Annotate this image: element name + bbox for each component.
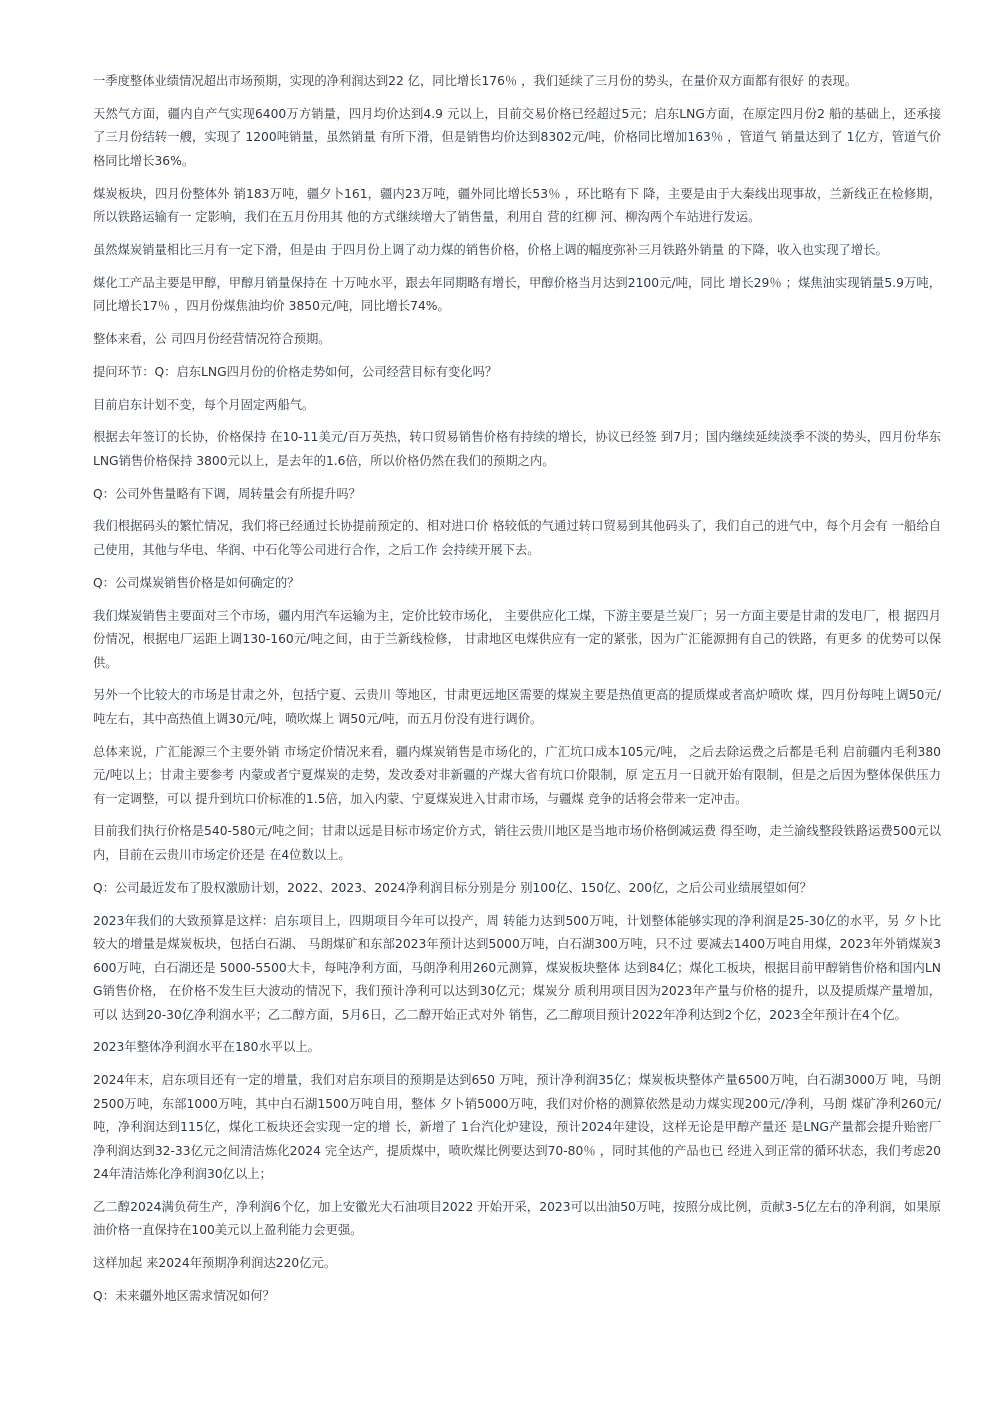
answer-2024-outlook: 2024年末，启东项目还有一定的增量，我们对启东项目的预期是达到650 万吨，预计净利润35亿；煤炭板块整体产量6500万吨，白石湖3000万 吨，马朗2500万吨，东部1000万吨，其中白石湖1500万吨自用，整体 夕卜销5000万吨，我们对价格的测算依然是动力煤实现200元/净利，马朗 煤矿净利260元/吨，净利润达到115亿，煤化工板块还会实现一定的增 长，新增了 1台汽化炉建设，预计2024年建设，这样无论是甲醇产量还 是LNG产量都会提升贻密厂净利润达到32-33亿元之间清洁炼化2024 完全达产，提质煤中，喷吹煤比例要达到70-80％ ，同时其他的产品也已 经进入到正常的循环状态，我们考虑2024年清洁炼化净利润30亿以上； [93,1073,941,1182]
answer-ethylene-glycol: 乙二醇2024满负荷生产，净利润6个亿，加上安徽光大石油项目2022 开始开采，2023可以出油50万吨，按照分成比例，贡献3-5亿左右的净利润，如果原油价格一直保持在100美元以上盈利能力会更强。 [93,1199,941,1238]
paragraph-coal-chemical: 煤化工产品主要是甲醇，甲醇月销量保持在 十万吨水平，跟去年同期略有增长，甲醇价格当月达到2100元/吨，同比 增长29％ ；煤焦油实现销量5.9万吨，同比增长17％ ，四月份煤焦油均价 3850元/吨，同比增长74%。 [93,275,941,314]
answer-lng-contract: 根据去年签订的长协，价格保持 在10-11美元/百万英热，转口贸易销售价格有持续的增长，协议已经签 到7月；国内继续延续淡季不淡的势头，四月份华东LNG销售价格保持 3800元以上，是去年的1.6倍，所以价格仍然在我们的预期之内。 [93,430,941,468]
question-lng-price: 提问环节：Q：启东LNG四月份的价格走势如何，公司经营目标有变化吗？ [93,364,498,379]
answer-coal-markets: 我们煤炭销售主要面对三个市场，疆内用汽车运输为主，定价比较市场化， 主要供应化工煤，下游主要是兰炭厂；另一方面主要是甘肃的发电厂，根 据四月份情况，根据电厂运距上调130-160元/吨之间，由于兰新线检修， 甘肃地区电煤供应有一定的紧张，因为广汇能源拥有自己的铁路，有更多 的优势可以保供。 [93,608,941,670]
paragraph-overall: 整体来看，公 司四月份经营情况符合预期。 [93,331,331,346]
paragraph-q1-summary: 一季度整体业绩情况超出市场预期，实现的净利润达到22 亿，同比增长176％ ，我们延续了三月份的势头，在量价双方面都有很好 的表现。 [93,74,858,88]
paragraph-coal-revenue: 虽然煤炭销量相比三月有一定下滑，但是由 于四月份上调了动力煤的销售价格，价格上调的幅度弥补三月铁路外销量 的下降，收入也实现了增长。 [93,242,888,257]
answer-sales-volume: 我们根据码头的繁忙情况，我们将已经通过长协提前预定的、相对进口价 格较低的气通过转口贸易到其他码头了，我们自己的进气中，每个月会有 一船给自己使用，其他与华电、华润、中石化等公司进行合作，之后工作 会持续开展下去。 [93,519,941,557]
answer-2023-total: 2023年整体净利润水平在180水平以上。 [93,1040,320,1055]
answer-2024-total: 这样加起 来2024年预期净利润达220亿元。 [93,1256,337,1271]
paragraph-natural-gas: 天然气方面，疆内自产气实现6400万方销量，四月均价达到4.9 元以上，目前交易价格已经超过5元；启东LNG方面，在原定四月份2 船的基础上，还承接了三月份结转一艘，实现了 1200吨销量，虽然销量 有所下滑，但是销售均价达到8302元/吨，价格同比增加163％ ，管道气 销量达到了 1亿方，管道气价格同比增长36%。 [93,106,941,168]
answer-pricing-summary: 总体来说，广汇能源三个主要外销 市场定价情况来看，疆内煤炭销售是市场化的，广汇坑口成本105元/吨， 之后去除运费之后都是毛利 启前疆内毛利380元/吨以上；甘肃主要参考 内蒙或者宁夏煤炭的走势，发改委对非新疆的产煤大省有坑口价限制，原 定五月一日就开始有限制，但是之后因为整体保供压力有一定调整，可以 提升到坑口价标准的1.5倍，加入内蒙、宁夏煤炭进入甘肃市场，与疆煤 竞争的话将会带来一定冲击。 [93,744,941,806]
question-incentive-plan: Q：公司最近发布了股权激励计划，2022、2023、2024净利润目标分别是分 别100亿、150亿、200亿，之后公司业绩展望如何？ [93,880,812,895]
question-coal-pricing: Q：公司煤炭销售价格是如何确定的？ [93,575,300,590]
paragraph-coal-sales: 煤炭板块，四月份整体外 销183万吨，疆夕卜161，疆内23万吨，疆外同比增长53％ ，环比略有下 降，主要是由于大秦线出现事故，兰新线正在检修期，所以铁路运输有一 定影响，我们在五月份用其 他的方式继续增大了销售量，利用自 营的红柳 河、柳沟两个车站进行发运。 [93,186,941,225]
answer-current-price: 目前我们执行价格是540-580元/吨之间；甘肃以远是目标市场定价方式，销往云贵川地区是当地市场价格倒减运费 得至吻，走兰渝线整段铁路运费500元以内，目前在云贵川市场定价还是 在4位数以上。 [93,824,941,862]
answer-2023-budget: 2023年我们的大致预算是这样：启东项目上，四期项目今年可以投产，周 转能力达到500万吨，计划整体能够实现的净利润是25-30亿的水平，另 夕卜比较大的增量是煤炭板块，包括白石湖、 马朗煤矿和东部2023年预计达到5000万吨，白石湖300万吨，只不过 要减去1400万吨自用煤，2023年外销煤炭3600万吨，白石湖还是 5000-5500大卡，每吨净利方面，马朗净利用260元测算，煤炭板块整体 达到84亿；煤化工板块，根据目前甲醇销售价格和国内LNG销售价格， 在价格不发生巨大波动的情况下，我们预计净利可以达到30亿元；煤炭分 质利用项目因为2023年产量与价格的提升，以及提质煤产量增加，可以 达到20-30亿净利润水平；乙二醇方面，5月6日，乙二醇开始正式对外 销售，乙二醇项目预计2022年净利达到2个亿，2023全年预计在4个亿。 [93,913,941,1022]
document-body [93,70,941,1318]
answer-lng-plan: 目前启东计划不变，每个月固定两船气。 [93,397,315,412]
question-sales-volume: Q：公司外售量略有下调，周转量会有所提升吗？ [93,486,361,501]
question-outside-demand: Q：未来疆外地区需求情况如何？ [93,1289,275,1304]
answer-gansu-market: 另外一个比较大的市场是甘肃之外，包括宁夏、云贵川 等地区，甘肃更远地区需要的煤炭主要是热值更高的提质煤或者高炉喷吹 煤，四月份每吨上调50元/吨左右，其中高热值上调30元/吨，喷吹煤上 调50元/吨，而五月份没有进行调价。 [93,688,941,726]
